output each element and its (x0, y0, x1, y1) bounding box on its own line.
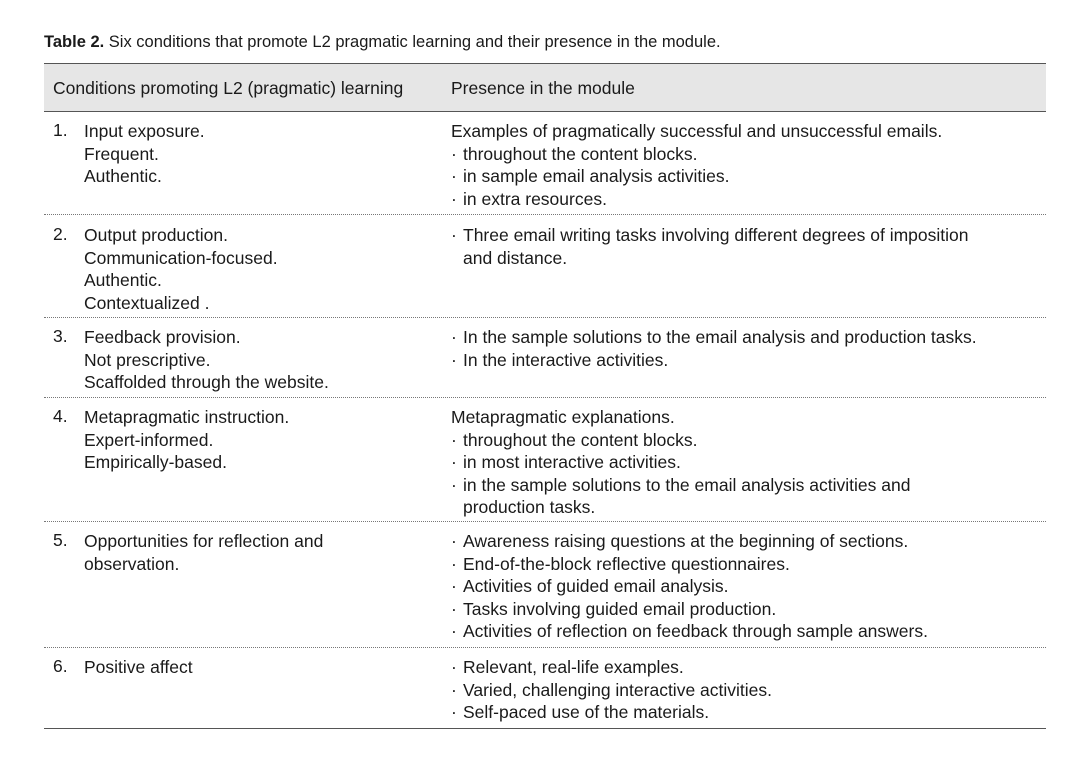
table-row (44, 215, 1046, 318)
presence-item: · Awareness raising questions at the beginning of sections. (451, 530, 1046, 553)
table-row (44, 522, 1046, 648)
condition-line: Contextualized . (84, 292, 210, 313)
presence-item: · Relevant, real-life examples. (451, 656, 1046, 679)
presence-item: · Self-paced use of the materials. (451, 701, 1046, 724)
condition-line: Expert-informed. (84, 429, 214, 450)
presence-item: · in most interactive activities. (451, 451, 1046, 474)
presence-item: · throughout the content blocks. (451, 429, 1046, 452)
condition-line: Authentic. (84, 270, 162, 291)
presence-item: · Tasks involving guided email production. (451, 598, 1046, 621)
condition-cell (44, 326, 442, 397)
presence-cell (442, 406, 1046, 521)
presence-item: · in extra resources. (451, 188, 1046, 211)
presence-intro: Metapragmatic explanations. (451, 407, 675, 427)
header-conditions: Conditions promoting L2 (pragmatic) learning (53, 77, 404, 98)
presence-item: · In the interactive activities. (451, 349, 1046, 372)
presence-item: · Three email writing tasks involving different degrees of imposition (451, 224, 1046, 247)
presence-cell (442, 530, 1046, 647)
presence-item-continuation: production tasks. (463, 497, 596, 518)
presence-item: · In the sample solutions to the email analysis and production tasks. (451, 326, 1046, 349)
condition-line: Scaffolded through the website. (84, 372, 329, 393)
presence-item: · Varied, challenging interactive activities. (451, 679, 1046, 702)
condition-line: Opportunities for reflection and (84, 531, 324, 551)
condition-cell (44, 224, 442, 317)
row-number: 5. (53, 530, 68, 550)
row-number: 2. (53, 224, 68, 244)
presence-cell (442, 120, 1046, 214)
presence-cell (442, 224, 1046, 317)
condition-line: Not prescriptive. (84, 349, 211, 370)
presence-item: · in the sample solutions to the email analysis activities and (451, 474, 1046, 497)
table-caption (44, 33, 721, 52)
condition-line: Authentic. (84, 166, 162, 187)
condition-cell (44, 530, 442, 647)
condition-line: Metapragmatic instruction. (84, 407, 290, 427)
presence-cell (442, 326, 1046, 397)
table-row (44, 648, 1046, 728)
row-number: 4. (53, 406, 68, 426)
presence-item: · in sample email analysis activities. (451, 165, 1046, 188)
presence-cell (442, 656, 1046, 728)
condition-cell (44, 656, 442, 728)
table-header (44, 64, 1046, 112)
table-caption-text: Six conditions that promote L2 pragmatic learning and their presence in the module. (104, 33, 721, 51)
presence-item: · Activities of reflection on feedback through sample answers. (451, 620, 1046, 643)
condition-line: Communication-focused. (84, 247, 278, 268)
presence-item-continuation: and distance. (463, 247, 568, 268)
row-number: 1. (53, 120, 68, 140)
presence-item: · Activities of guided email analysis. (451, 575, 1046, 598)
condition-line: Empirically-based. (84, 452, 227, 473)
condition-line: observation. (84, 553, 180, 574)
presence-item: · End-of-the-block reflective questionnaires. (451, 553, 1046, 576)
condition-cell (44, 406, 442, 521)
table-row (44, 112, 1046, 215)
condition-line: Positive affect (84, 657, 193, 677)
condition-line: Feedback provision. (84, 327, 241, 347)
condition-line: Input exposure. (84, 121, 205, 141)
condition-line: Output production. (84, 225, 228, 245)
table-caption-label: Table 2. (44, 33, 105, 51)
table-row (44, 398, 1046, 522)
conditions-table (44, 63, 1046, 729)
presence-item: · throughout the content blocks. (451, 143, 1046, 166)
condition-line: Frequent. (84, 143, 159, 164)
condition-cell (44, 120, 442, 214)
header-presence: Presence in the module (451, 77, 635, 98)
row-number: 3. (53, 326, 68, 346)
row-number: 6. (53, 656, 68, 676)
presence-intro: Examples of pragmatically successful and unsuccessful emails. (451, 121, 943, 141)
table-row (44, 318, 1046, 398)
